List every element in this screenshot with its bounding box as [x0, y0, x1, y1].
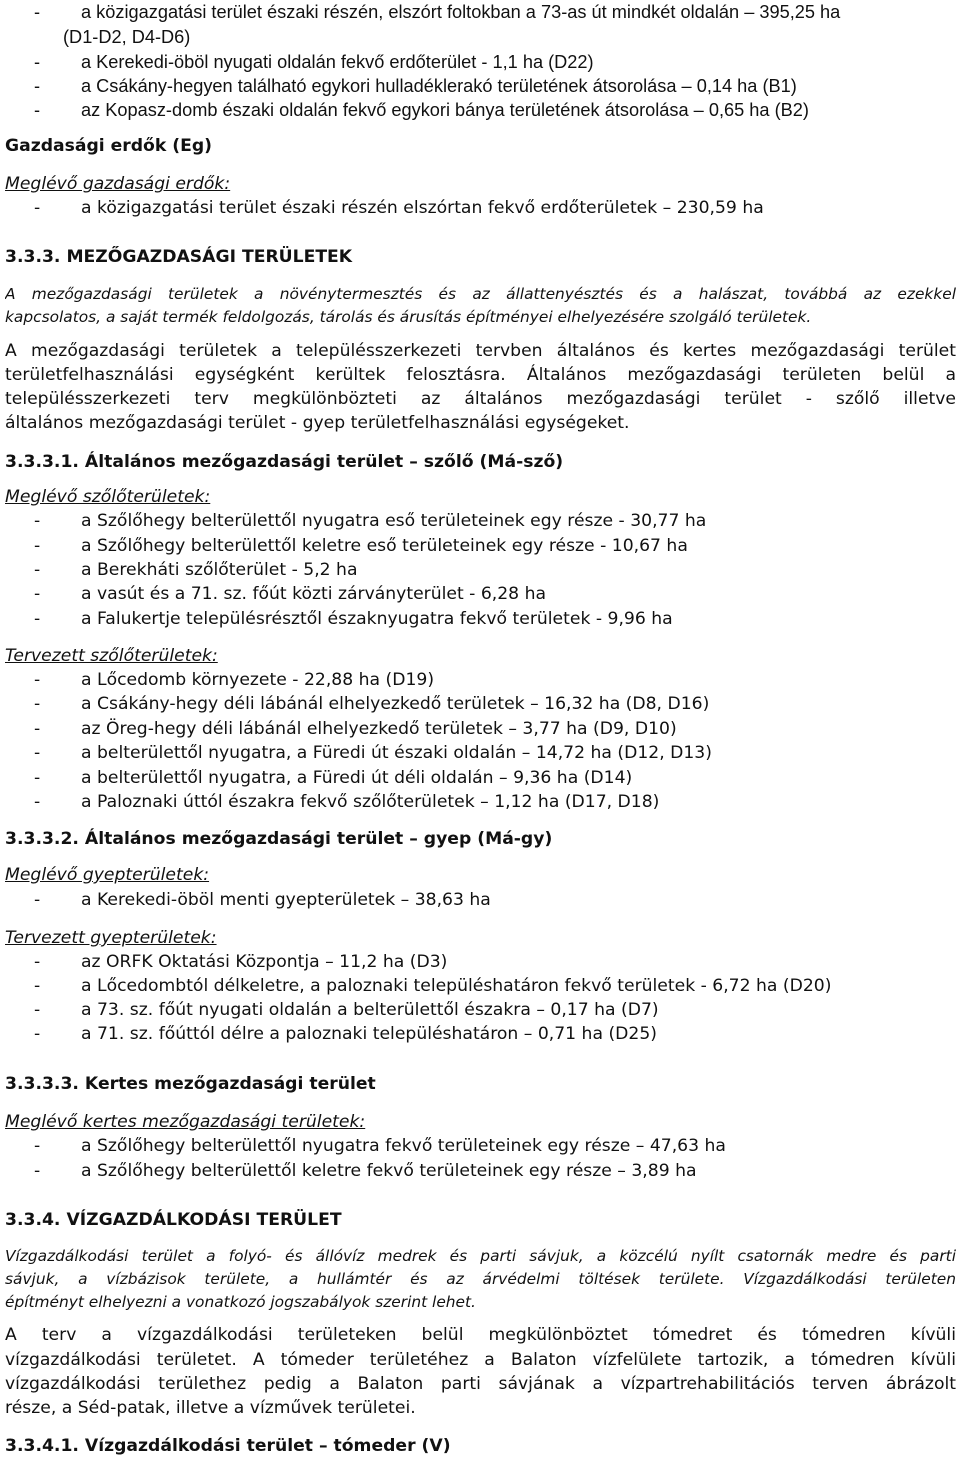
list-item: - a Kerekedi-öböl nyugati oldalán fekvő erdőterület - 1,1 ha (D22)	[34, 52, 594, 72]
list-item: - a Csákány-hegyen található egykori hulladéklerakó területének átsorolása – 0,14 ha (B1)	[34, 76, 797, 96]
definition-text: kapcsolatos, a saját termék feldolgozás, tárolás és árusítás építményei elhelyezésére szolgáló területek.	[5, 308, 812, 326]
list-item: - a Szőlőhegy belterülettől keletre fekvő területeinek egy része – 3,89 ha	[34, 1161, 697, 1181]
list-item: - a Kerekedi-öböl menti gyepterületek – 38,63 ha	[34, 890, 491, 910]
subsection-label: Tervezett gyepterületek:	[5, 928, 217, 948]
section-heading: 3.3.4. VÍZGAZDÁLKODÁSI TERÜLET	[5, 1210, 342, 1230]
list-item: - a Szőlőhegy belterülettől nyugatra fekvő területeinek egy része – 47,63 ha	[34, 1136, 726, 1156]
list-item-continuation: (D1-D2, D4-D6)	[63, 27, 191, 47]
list-item: - a vasút és a 71. sz. főút közti zárványterület - 6,28 ha	[34, 584, 546, 604]
paragraph-line: A terv a vízgazdálkodási területeken belül megkülönböztet tómedret és tómedren kívüli	[5, 1325, 956, 1345]
subsection-heading: 3.3.3.3. Kertes mezőgazdasági terület	[5, 1074, 376, 1094]
list-item: - az Öreg-hegy déli lábánál elhelyezkedő területek – 3,77 ha (D9, D10)	[34, 719, 677, 739]
subsection-label: Meglévő gazdasági erdők:	[5, 174, 231, 194]
list-item: - a Szőlőhegy belterülettől keletre eső területeinek egy része - 10,67 ha	[34, 536, 688, 556]
list-item: - a Lőcedomb környezete - 22,88 ha (D19)	[34, 670, 435, 690]
list-item: - a Falukertje településrésztől északnyugatra fekvő területek - 9,96 ha	[34, 609, 673, 629]
definition-text: sávjuk, a vízbázisok területe, a hullámtér és az árvédelmi töltések területe. Vízgazdálkodási területen	[5, 1270, 956, 1288]
list-item: - a Berekháti szőlőterület - 5,2 ha	[34, 560, 358, 580]
subsection-heading: 3.3.3.2. Általános mezőgazdasági terület – gyep (Má-gy)	[5, 829, 553, 849]
paragraph-line: vízgazdálkodási területhez pedig a Balaton parti sávjának a vízpartrehabilitációs terven ábrázolt	[5, 1374, 956, 1394]
list-item: - a belterülettől nyugatra, a Füredi út északi oldalán – 14,72 ha (D12, D13)	[34, 743, 712, 763]
section-heading: Gazdasági erdők (Eg)	[5, 136, 213, 156]
definition-text: építményt elhelyezni a vonatkozó jogszabályok szerint lehet.	[5, 1293, 476, 1311]
subsection-label: Tervezett szőlőterületek:	[5, 646, 218, 666]
list-item: - a belterülettől nyugatra, a Füredi út déli oldalán – 9,36 ha (D14)	[34, 768, 633, 788]
definition-text: Vízgazdálkodási terület a folyó- és állóvíz medrek és parti sávjuk, a közcélú nyílt csatornák medre és parti	[5, 1247, 956, 1265]
list-item: - az Kopasz-domb északi oldalán fekvő egykori bánya területének átsorolása – 0,65 ha (B2)	[34, 100, 809, 120]
subsection-heading: 3.3.3.1. Általános mezőgazdasági terület – szőlő (Má-sző)	[5, 452, 564, 472]
paragraph-line: része, a Séd-patak, illetve a vízművek területei.	[5, 1398, 416, 1418]
definition-text: A mezőgazdasági területek a növénytermesztés és az állattenyésztés és a halászat, továbbá az ezekkel	[5, 285, 956, 303]
list-item: - a Csákány-hegy déli lábánál elhelyezkedő területek – 16,32 ha (D8, D16)	[34, 694, 710, 714]
list-item: - a közigazgatási terület északi részén, elszórt foltokban a 73-as út mindkét oldalán – 395,25 ha	[34, 2, 841, 22]
paragraph-line: területfelhasználási egységként kerültek felosztásra. Általános mezőgazdasági területen belül a	[5, 365, 956, 385]
paragraph-line: vízgazdálkodási területet. A tómeder területéhez a Balaton vízfelülete tartozik, a tómedren kívüli	[5, 1350, 956, 1370]
list-item: - a 71. sz. főúttól délre a paloznaki településhatáron – 0,71 ha (D25)	[34, 1024, 657, 1044]
subsection-label: Meglévő gyepterületek:	[5, 865, 210, 885]
list-item: - a Szőlőhegy belterülettől nyugatra eső területeinek egy része - 30,77 ha	[34, 511, 707, 531]
paragraph-line: településszerkezeti terv megkülönbözteti az általános mezőgazdasági terület - szőlő illetve	[5, 389, 956, 409]
paragraph-line: A mezőgazdasági területek a településszerkezeti tervben általános és kertes mezőgazdasági terület	[5, 341, 956, 361]
list-item: - a Lőcedombtól délkeletre, a paloznaki településhatáron fekvő területek - 6,72 ha (D20)	[34, 976, 832, 996]
paragraph-line: általános mezőgazdasági terület - gyep területfelhasználási egységeket.	[5, 413, 630, 433]
subsection-label: Meglévő szőlőterületek:	[5, 487, 211, 507]
subsection-label: Meglévő kertes mezőgazdasági területek:	[5, 1112, 366, 1132]
list-item: - a 73. sz. főút nyugati oldalán a belterülettől északra – 0,17 ha (D7)	[34, 1000, 659, 1020]
list-item: - a közigazgatási terület északi részén elszórtan fekvő erdőterületek – 230,59 ha	[34, 198, 764, 218]
list-item: - az ORFK Oktatási Központja – 11,2 ha (D3)	[34, 952, 448, 972]
section-heading: 3.3.3. MEZŐGAZDASÁGI TERÜLETEK	[5, 247, 353, 267]
list-item: - a Paloznaki úttól északra fekvő szőlőterületek – 1,12 ha (D17, D18)	[34, 792, 660, 812]
subsection-heading: 3.3.4.1. Vízgazdálkodási terület – tómeder (V)	[5, 1436, 451, 1456]
